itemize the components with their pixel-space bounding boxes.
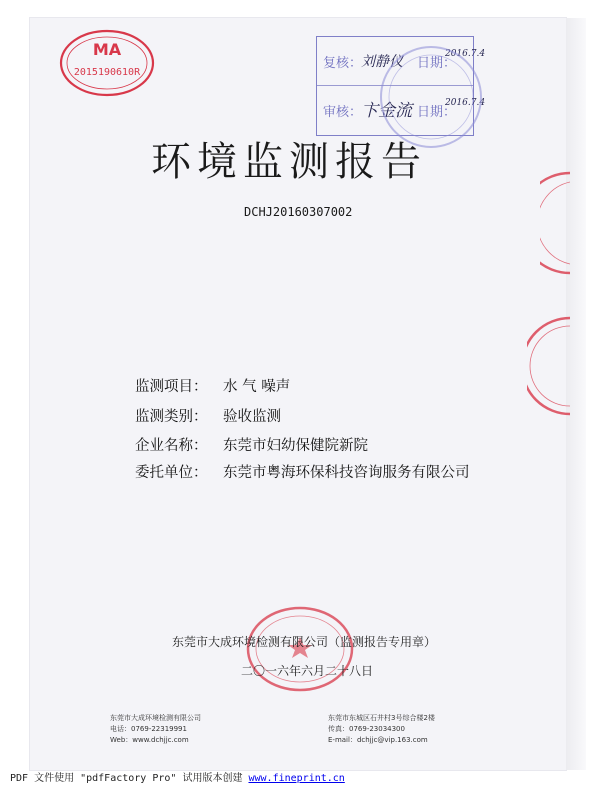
report-number: DCHJ20160307002 (244, 205, 353, 219)
edge-seal-middle (527, 316, 570, 416)
field-monitoring-items (135, 375, 290, 396)
report-title: 环境监测报告 (151, 139, 427, 185)
footer-right (328, 713, 435, 746)
cma-seal-code: 2015190610R (73, 67, 141, 78)
footer-address: 东莞市东城区石井村3号综合楼2楼 (328, 714, 435, 722)
field-client (135, 461, 470, 482)
footer-web: Web：www.dchjjc.com (110, 736, 189, 744)
auditor-signature: 卞金流 (361, 101, 412, 121)
review-label: 复核： (323, 56, 363, 71)
audit-label: 审核： (323, 105, 363, 120)
footer-fax: 传真：0769-23034300 (328, 725, 405, 733)
reviewer-signature: 刘静仪 (361, 54, 403, 70)
footer-email: E-mail：dchjjc@vip.163.com (328, 736, 428, 744)
edge-seal-top (540, 168, 570, 278)
audit-date: 2016.7.4 (445, 98, 486, 108)
pdf-watermark-text: PDF 文件使用 "pdfFactory Pro" 试用版本创建 (10, 773, 243, 784)
field-monitoring-type (135, 405, 281, 426)
footer-left (110, 713, 201, 746)
footer-phone: 电话：0769-22319991 (110, 725, 187, 733)
cma-seal-mark: MA (92, 40, 122, 59)
field-value: 东莞市粤海环保科技咨询服务有限公司 (223, 465, 470, 481)
cma-seal (58, 28, 156, 98)
issuer-line: 东莞市大成环境检测有限公司（监测报告专用章） (172, 635, 437, 649)
issue-date: 二〇一六年六月二十八日 (241, 664, 374, 678)
field-value: 验收监测 (223, 409, 281, 425)
review-date: 2016.7.4 (445, 49, 486, 59)
field-value: 东莞市妇幼保健院新院 (223, 438, 368, 454)
pdf-watermark (10, 769, 345, 784)
footer-company: 东莞市大成环境检测有限公司 (110, 714, 201, 722)
field-value: 水 气 噪声 (223, 379, 291, 395)
field-label: 委托单位： (135, 465, 208, 481)
field-label: 企业名称： (135, 438, 208, 454)
audit-date-label: 日期： (417, 105, 457, 120)
field-label: 监测项目： (135, 379, 208, 395)
field-label: 监测类别： (135, 409, 208, 425)
review-date-label: 日期： (417, 56, 457, 71)
field-company-name (135, 434, 368, 455)
fineprint-link[interactable]: www.fineprint.cn (248, 773, 345, 784)
